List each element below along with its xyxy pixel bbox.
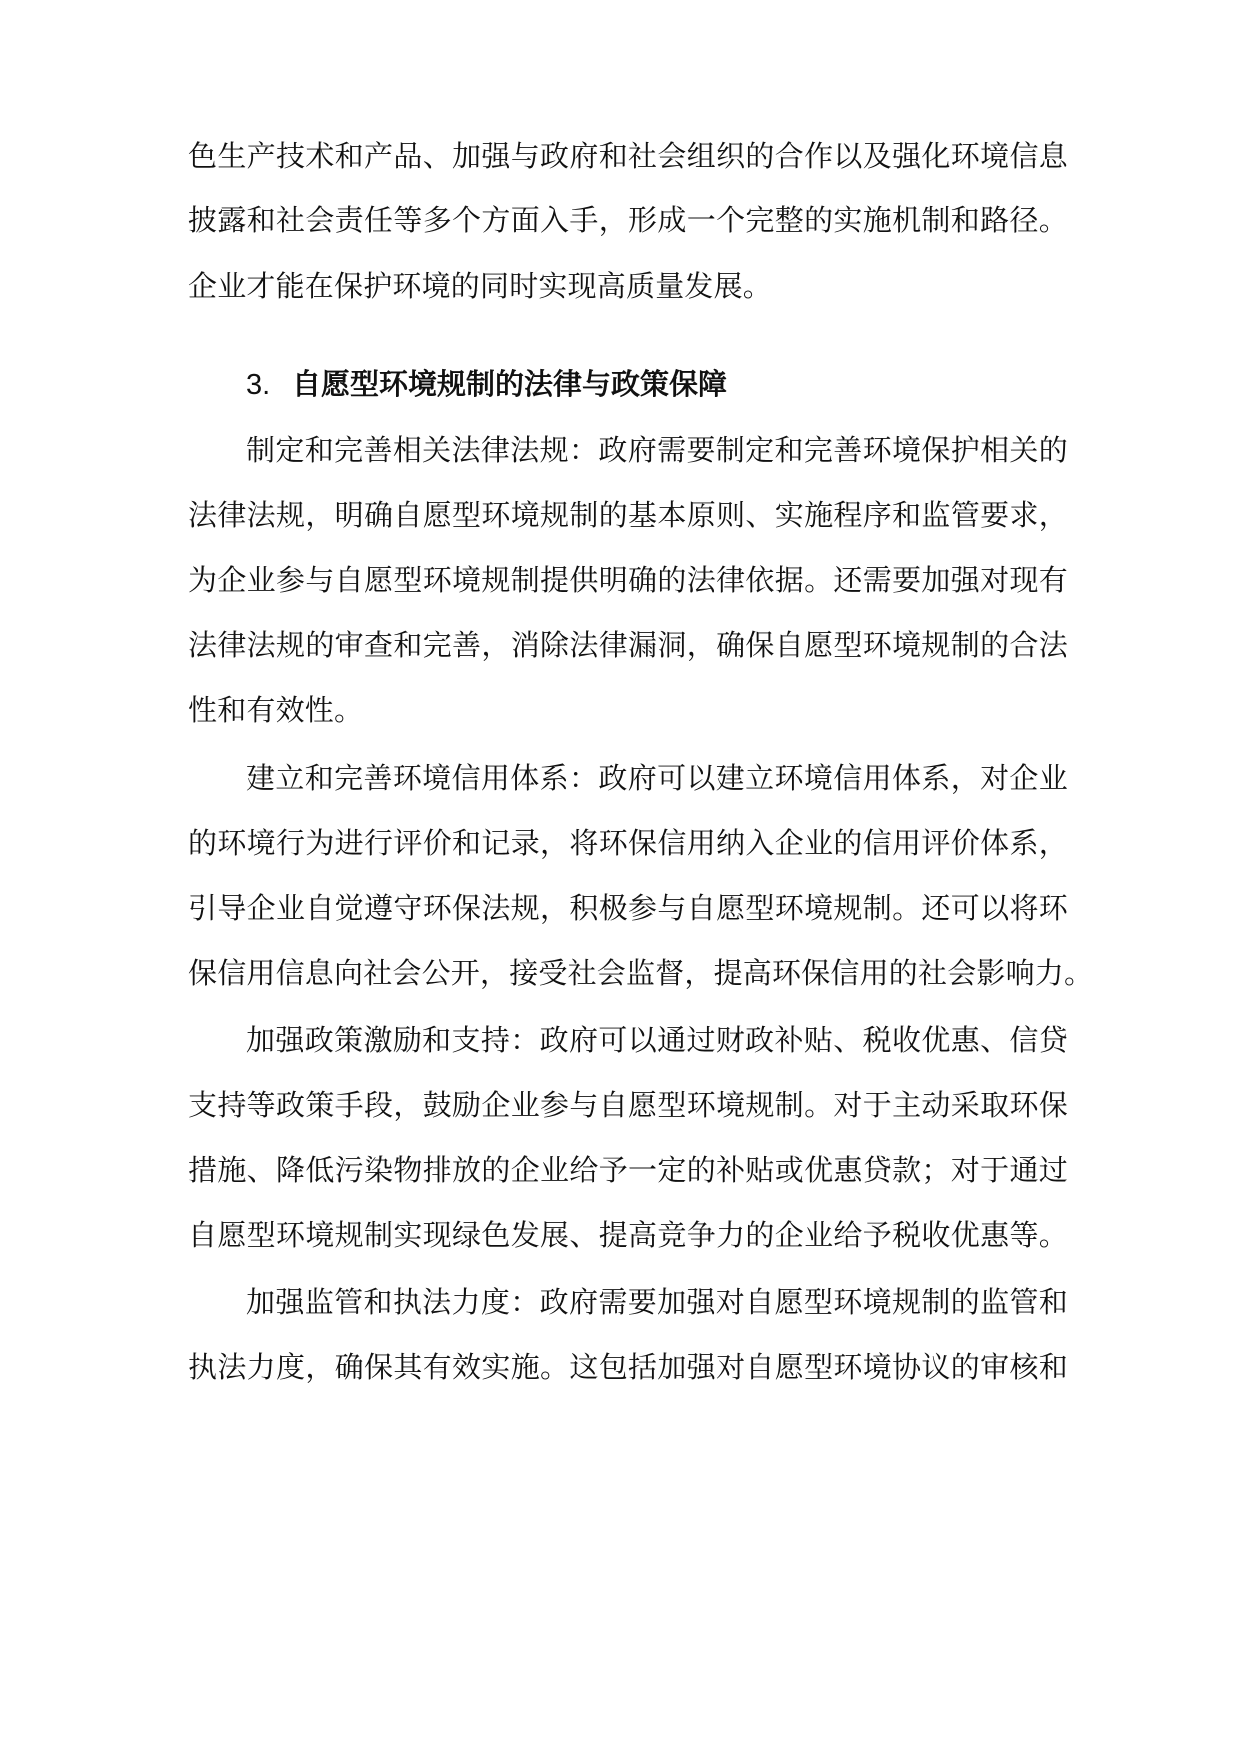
paragraph-3-line-3: 措施、降低污染物排放的企业给予一定的补贴或优惠贷款；对于通过 [188, 1153, 1068, 1187]
paragraph-1-line-1: 制定和完善相关法律法规：政府需要制定和完善环境保护相关的 [246, 433, 1068, 467]
paragraph-4-line-1: 加强监管和执法力度：政府需要加强对自愿型环境规制的监管和 [246, 1285, 1068, 1319]
section-number: 3. [246, 369, 271, 401]
paragraph-3-line-1: 加强政策激励和支持：政府可以通过财政补贴、税收优惠、信贷 [246, 1023, 1068, 1057]
intro-line-2: 披露和社会责任等多个方面入手，形成一个完整的实施机制和路径。 [188, 203, 1068, 237]
paragraph-2-line-1: 建立和完善环境信用体系：政府可以建立环境信用体系，对企业 [246, 761, 1068, 795]
paragraph-1-line-4: 法律法规的审查和完善，消除法律漏洞，确保自愿型环境规制的合法 [188, 628, 1068, 662]
paragraph-2-line-3: 引导企业自觉遵守环保法规，积极参与自愿型环境规制。还可以将环 [188, 891, 1068, 925]
paragraph-3-line-2: 支持等政策手段，鼓励企业参与自愿型环境规制。对于主动采取环保 [188, 1088, 1068, 1122]
paragraph-1-line-3: 为企业参与自愿型环境规制提供明确的法律依据。还需要加强对现有 [188, 563, 1068, 597]
paragraph-4-line-2: 执法力度，确保其有效实施。这包括加强对自愿型环境协议的审核和 [188, 1350, 1068, 1384]
paragraph-3-line-4: 自愿型环境规制实现绿色发展、提高竞争力的企业给予税收优惠等。 [188, 1218, 1068, 1252]
paragraph-1-line-2: 法律法规，明确自愿型环境规制的基本原则、实施程序和监管要求， [188, 498, 1068, 532]
paragraph-1-line-5: 性和有效性。 [188, 693, 364, 727]
intro-line-3: 企业才能在保护环境的同时实现高质量发展。 [188, 269, 773, 303]
paragraph-2-line-2: 的环境行为进行评价和记录，将环保信用纳入企业的信用评价体系， [188, 826, 1068, 860]
paragraph-2-line-4: 保信用信息向社会公开，接受社会监督，提高环保信用的社会影响力。 [188, 956, 1094, 990]
intro-line-1: 色生产技术和产品、加强与政府和社会组织的合作以及强化环境信息 [188, 139, 1068, 173]
section-heading [246, 366, 1126, 403]
section-title: 自愿型环境规制的法律与政策保障 [292, 367, 728, 401]
